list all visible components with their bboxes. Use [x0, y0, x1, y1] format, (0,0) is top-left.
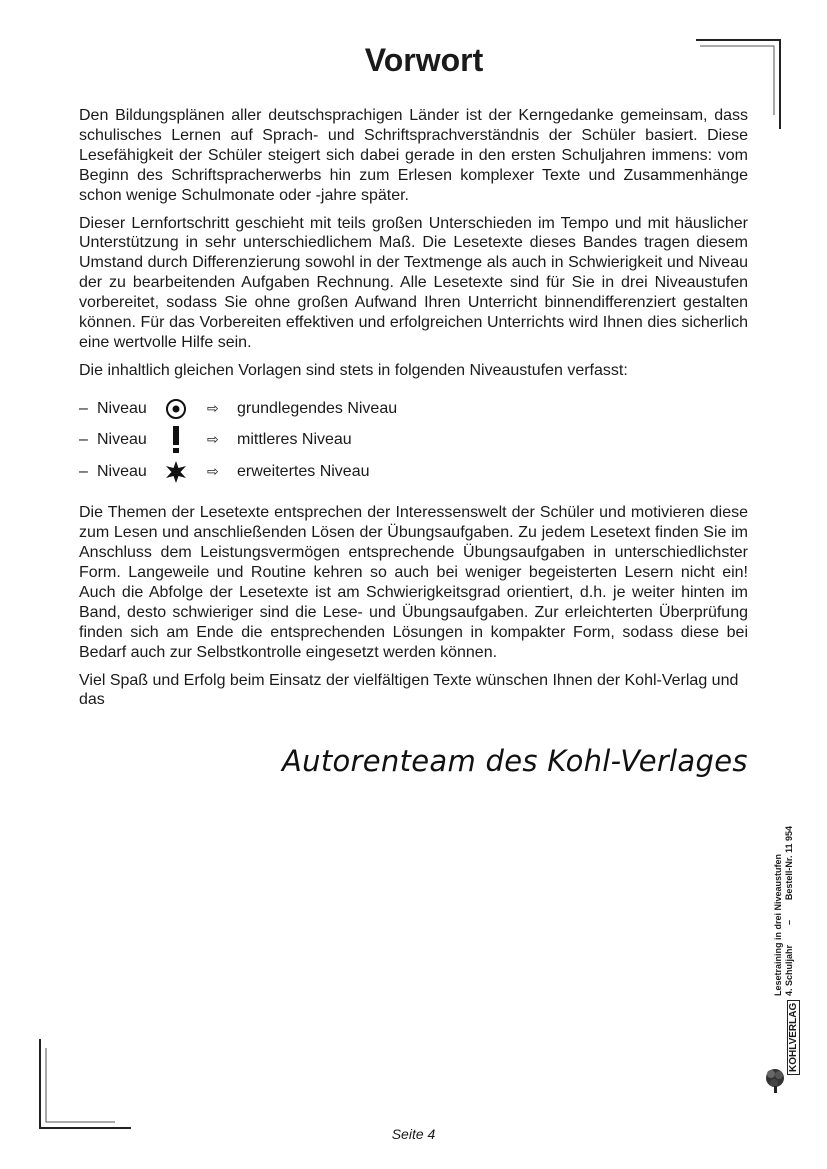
level-row-basic	[79, 393, 748, 425]
level-description: grundlegendes Niveau	[237, 399, 398, 417]
level-description: erweitertes Niveau	[237, 462, 370, 480]
product-title: Lesetraining in drei Niveaustufen	[773, 853, 783, 996]
level-dash: –	[79, 431, 88, 449]
star-burst-icon	[165, 461, 207, 483]
bottom-left-corner-frame	[35, 1036, 135, 1132]
level-description: mittleres Niveau	[237, 431, 352, 449]
page-title: Vorwort	[364, 42, 484, 78]
cabbage-logo-icon	[762, 1064, 790, 1094]
target-circle-icon	[165, 398, 207, 420]
separator: –	[784, 920, 794, 926]
grade-level: 4. Schuljahr	[784, 944, 794, 996]
arrow-right-icon: ⇨	[207, 399, 219, 416]
level-list	[79, 393, 748, 488]
product-details	[784, 826, 795, 996]
paragraph: Dieser Lernfortschritt geschieht mit teils großen Unterschieden im Tempo und mit häuslicher Unterstützung in sehr unterschiedlichem Maß. Die Lesetexte dieses Bandes tragen diesem Umstand durch Differenzierung sowohl in der Textmenge als auch in Schwierigkeit und Niveau der zu bearbeitenden Aufgaben Rechnung. Alle Lesetexte sind für Sie in drei Niveaustufen vorbereitet, sodass Sie ohne großen Aufwand Ihren Unterricht binnendifferenziert gestalten können. Für das Vorbereiten effektiven und erfolgreichen Unterrichts wird Ihnen dies sicherlich eine wertvolle Hilfe sein.	[79, 214, 748, 351]
arrow-right-icon: ⇨	[207, 431, 219, 448]
signature: Autorenteam des Kohl-Verlages	[282, 744, 748, 778]
level-label: Niveau	[97, 399, 147, 417]
level-row-medium	[79, 424, 748, 456]
sidebar-product-info	[773, 826, 795, 996]
page-number: Seite 4	[391, 1126, 436, 1142]
paragraph: Den Bildungsplänen aller deutschsprachigen Länder ist der Kerngedanke gemeinsam, dass schulisches Lernen auf Sprach- und Schriftsprachverständnis der Schüler basiert. Diese Lesefähigkeit der Schüler steigert sich dabei gerade in den ersten Schuljahren immens: vom Beginn des Schriftspracherwerbs hin zum Erlesen komplexer Texte und Zusammenhänge schon wenige Schulmonate oder -jahre später.	[79, 107, 748, 204]
main-content	[79, 106, 748, 718]
level-dash: –	[79, 399, 88, 417]
level-label: Niveau	[97, 431, 147, 449]
arrow-right-icon: ⇨	[207, 462, 219, 479]
paragraph: Die Themen der Lesetexte entsprechen der Interessenswelt der Schüler und motivieren diese zum Lesen und anschließenden Lösen der Übungsaufgaben. Zu jedem Lesetext finden Sie im Anschluss dem Leistungsvermögen entsprechende Übungsaufgaben in unterschiedlichster Form. Langeweile und Routine kehren so auch bei weniger begeisterten Lesern nicht ein! Auch die Abfolge der Lesetexte ist am Schwierigkeitsgrad orientiert, d.h. je weiter hinten im Band, desto schwieriger sind die Lese- und Übungsaufgaben. Zur erleichterten Überprüfung finden sich am Ende die entsprechenden Lösungen in kompakter Form, sodass diese bei Bedarf auch zur Selbstkontrolle eingesetzt werden können.	[79, 504, 748, 661]
exclamation-icon	[165, 425, 207, 455]
order-number: Bestell-Nr. 11 954	[784, 826, 794, 901]
publisher-logo: KOHLVERLAG	[787, 1000, 800, 1075]
level-row-advanced	[79, 456, 748, 488]
paragraph: Die inhaltlich gleichen Vorlagen sind stets in folgenden Niveaustufen verfasst:	[79, 361, 628, 379]
closing-text: Viel Spaß und Erfolg beim Einsatz der vielfältigen Texte wünschen Ihnen der Kohl-Verlag und das	[79, 671, 739, 709]
level-dash: –	[79, 462, 88, 480]
level-label: Niveau	[97, 462, 147, 480]
